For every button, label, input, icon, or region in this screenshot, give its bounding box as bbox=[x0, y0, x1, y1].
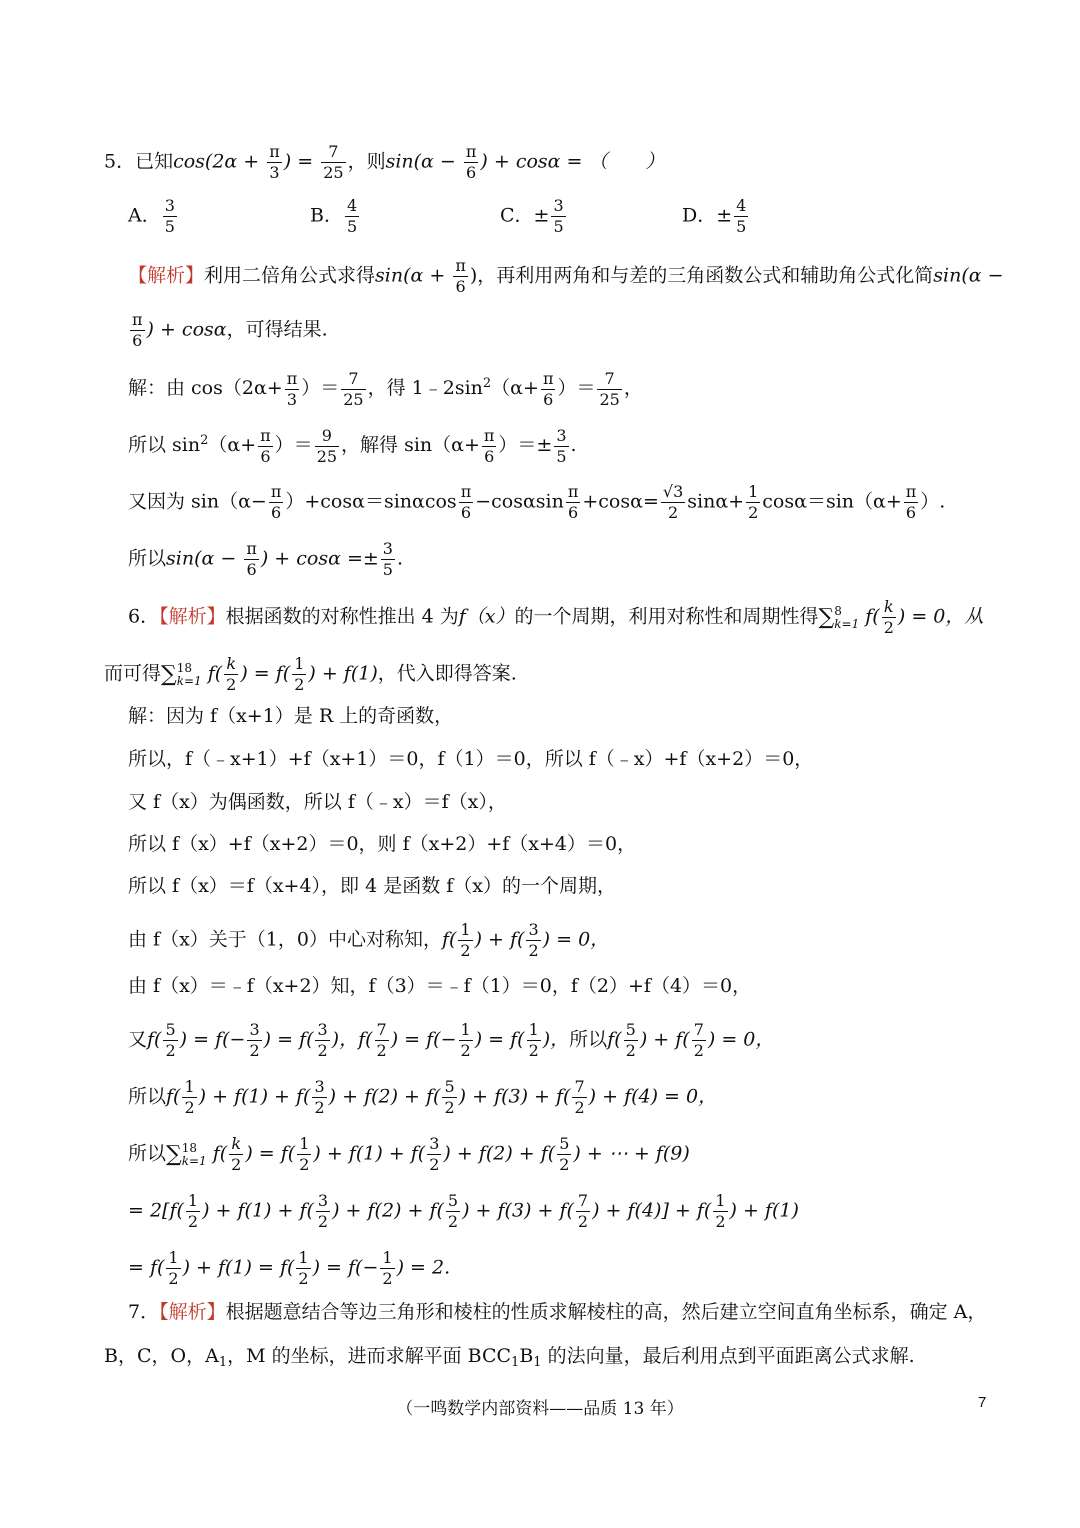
q5-solution-line2: 所以 $\sin^2(\alpha+$ $\frac{\pi}{6}$ ）＝ $\frac{9}{25}$ ，解得 sin（α+ $\frac{\pi}{6}$ ）＝± $\frac{3}{5}$ . bbox=[128, 425, 577, 466]
option-a: A． $\frac{3}{5}$ bbox=[128, 196, 175, 236]
q6-solution-line3: 又 f（x）为偶函数，所以 f（﹣x）＝f（x）， bbox=[128, 791, 507, 813]
page-number: 7 bbox=[978, 1394, 987, 1411]
q6-solution-line8: 又f( $\frac{5}{2}$ ) = f(− $\frac{3}{2}$ ) = f( $\frac{3}{2}$ )，f( $\frac{7}{2}$ ) = f(− $\frac{1}{2}$ ) = f( $\frac{1}{2}$ )，所以f( $\frac{5}{2}$ ) + f( $\frac{7}{2}$ ) = 0， bbox=[128, 1020, 775, 1060]
footer-text: （一鸣数学内部资料——品质 13 年） bbox=[396, 1399, 684, 1419]
fraction: $\frac{7}{25}$ bbox=[323, 142, 344, 182]
q6-solution-line6: 由 f（x）关于（1，0）中心对称知，f( $\frac{1}{2}$ ) + f( $\frac{3}{2}$ ) = 0， bbox=[128, 920, 610, 960]
sum-symbol: ∑ bbox=[161, 661, 177, 687]
q6-solution-line11: = 2[f( $\frac{1}{2}$ ) + f(1) + f( $\frac{3}{2}$ ) + f(2) + f( $\frac{5}{2}$ ) + f(3) + f( $\frac{7}{2}$ ) + f(4)] + f( $\frac{1}{2}$ ) + f(1) bbox=[128, 1191, 799, 1231]
sum-symbol: ∑ bbox=[818, 604, 835, 630]
q5-solution-line3: 又因为 sin（α− $\frac{\pi}{6}$ ）+cosα＝sinαcos $\frac{\pi}{6}$ −cosαsin $\frac{\pi}{6}$ +cosα= $\frac{√3}{2}$ sinα+ $\frac{1}{2}$ cosα＝sin（α+ $\frac{\pi}{6}$ ）. bbox=[128, 482, 946, 522]
q5-analysis-line1: 【解析】利用二倍角公式求得sin(α + $\frac{\pi}{6}$ )，再利用两角和与差的三角函数公式和辅助角公式化简sin(α − bbox=[128, 256, 1004, 296]
q6-solution-line1: 解：因为 f（x+1）是 R 上的奇函数， bbox=[128, 705, 454, 727]
q6-solution-line5: 所以 f（x）＝f（x+4），即 4 是函数 f（x）的一个周期， bbox=[128, 875, 616, 897]
q6-solution-line12: = f( $\frac{1}{2}$ ) + f(1) = f( $\frac{1}{2}$ ) = f(− $\frac{1}{2}$ ) = 2. bbox=[128, 1248, 451, 1288]
q6-solution-line4: 所以 f（x）+f（x+2）＝0，则 f（x+2）+f（x+4）＝0， bbox=[128, 833, 637, 855]
fraction: $\frac{\pi}{3}$ bbox=[269, 142, 280, 182]
analysis-tag: 【解析】 bbox=[159, 1301, 226, 1323]
q7-analysis-line2: B，C，O，$A_1$，M 的坐标，进而求解平面 $BCC_1B_1$ 的法向量，最后利用点到平面距离公式求解. bbox=[104, 1345, 915, 1370]
analysis-tag: 【解析】 bbox=[128, 264, 205, 287]
sum-symbol: ∑ bbox=[166, 1141, 182, 1167]
q5-solution-line1: 解：由 cos（2α+ $\frac{\pi}{3}$ ）＝ $\frac{7}{25}$ ，得 $1﹣2\sin^2(\alpha+$ $\frac{\pi}{6}$ ）＝ $\frac{7}{25}$ ， bbox=[128, 368, 643, 409]
q6-analysis-line2: 而可得∑ 18 k=1 f( $\frac{k}{2}$ ) = f( $\frac{1}{2}$ ) + f(1)，代入即得答案. bbox=[104, 654, 517, 694]
option-d: D．± $\frac{4}{5}$ bbox=[682, 196, 747, 236]
q6-solution-line2: 所以，f（﹣x+1）+f（x+1）＝0，f（1）＝0，所以 f（﹣x）+f（x+2）＝0， bbox=[128, 748, 814, 770]
q6-analysis-line1: 6．【解析】根据函数的对称性推出 4 为f（x）的一个周期，利用对称性和周期性得∑ 8 k=1 f( $\frac{k}{2}$ ) = 0，从 bbox=[128, 597, 984, 637]
q5-analysis-line2: $\frac{\pi}{6}$ ) + cosα，可得结果. bbox=[132, 310, 328, 350]
option-b: B． $\frac{4}{5}$ bbox=[310, 196, 358, 236]
q7-analysis-line1: 7．【解析】根据题意结合等边三角形和棱柱的性质求解棱柱的高，然后建立空间直角坐标系，确定 A， bbox=[128, 1301, 987, 1323]
q5-stem: 5．已知cos(2α + $\frac{\pi}{3}$ ) = $\frac{7}{25}$ ，则sin(α − $\frac{\pi}{6}$ ) + cosα = （ ） bbox=[104, 142, 665, 182]
fraction: $\frac{\pi}{6}$ bbox=[465, 142, 477, 182]
q6-solution-line7: 由 f（x）＝﹣f（x+2）知，f（3）＝﹣f（1）＝0，f（2）+f（4）＝0， bbox=[128, 975, 752, 997]
q6-solution-line10: 所以∑ 18 k=1 f( $\frac{k}{2}$ ) = f( $\frac{1}{2}$ ) + f(1) + f( $\frac{3}{2}$ ) + f(2) + f( $\frac{5}{2}$ ) + ⋯ + f(9) bbox=[128, 1134, 690, 1174]
q6-solution-line9: 所以f( $\frac{1}{2}$ ) + f(1) + f( $\frac{3}{2}$ ) + f(2) + f( $\frac{5}{2}$ ) + f(3) + f( $\frac{7}{2}$ ) + f(4) = 0， bbox=[128, 1077, 718, 1117]
analysis-tag: 【解析】 bbox=[159, 605, 226, 628]
q5-solution-line4: 所以sin(α − $\frac{\pi}{6}$ ) + cosα =± $\frac{3}{5}$ . bbox=[128, 539, 404, 579]
option-c: C．± $\frac{3}{5}$ bbox=[500, 196, 564, 236]
